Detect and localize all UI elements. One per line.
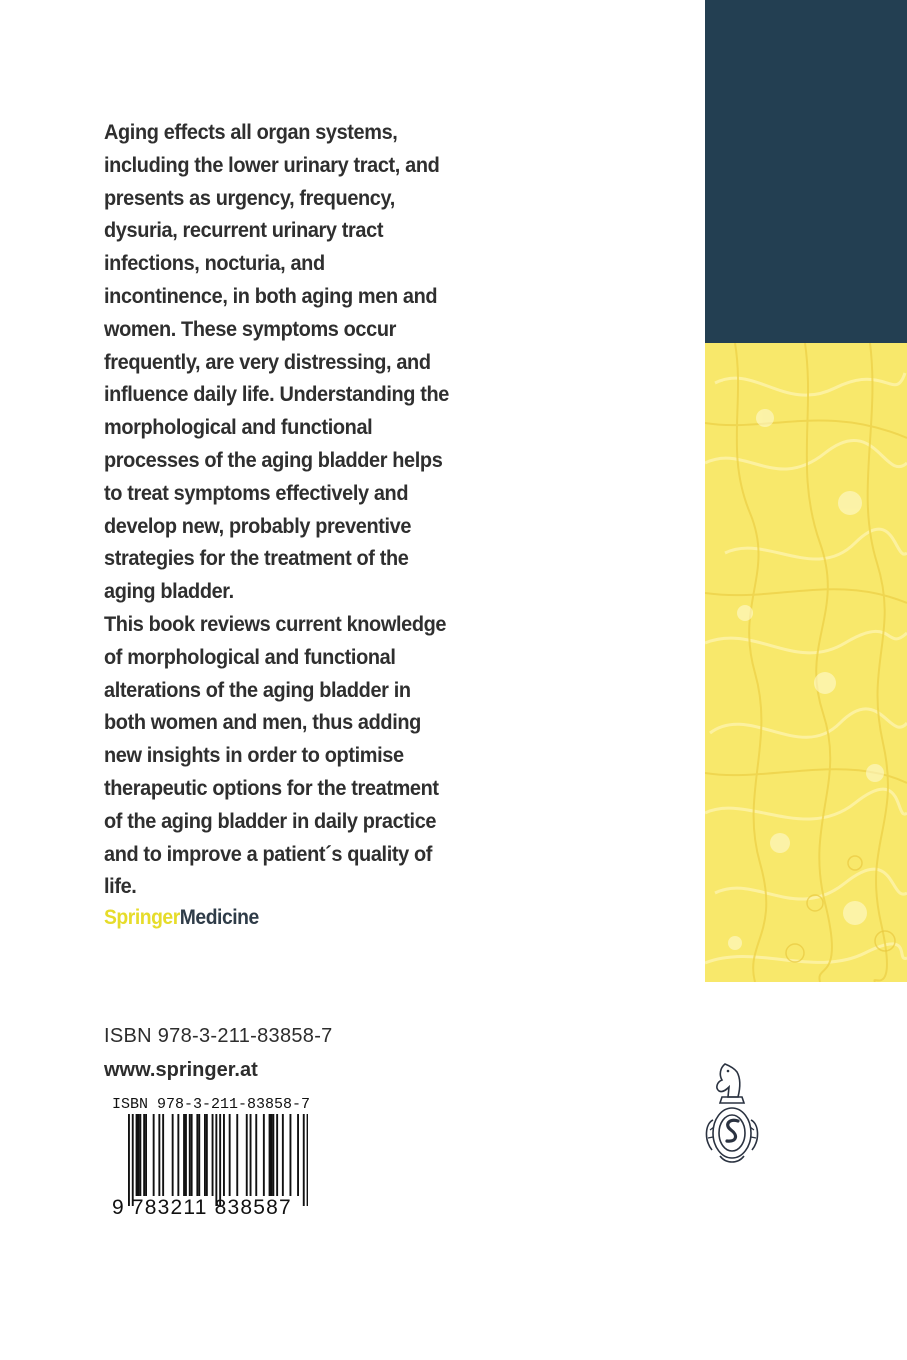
barcode-bar bbox=[162, 1114, 164, 1196]
barcode-bar bbox=[128, 1114, 130, 1206]
barcode-bar bbox=[246, 1114, 248, 1196]
blurb-paragraph-2: This book reviews current knowledge of morphological and functional alterations of the aging bladder in both women and men, thus adding new insights in order to optimise therapeutic options for the treatment of the aging bladder in daily practice and to improve a patient´s quality of life. bbox=[104, 612, 447, 899]
barcode-bar bbox=[307, 1114, 308, 1206]
barcode-bar bbox=[183, 1114, 185, 1196]
cover-navy-band bbox=[705, 0, 907, 343]
barcode-bar bbox=[229, 1114, 231, 1196]
blurb-paragraph-1: Aging effects all organ systems, including the lower urinary tract, and presents as urgency, frequency, dysuria, recurrent urinary tract infections, nocturia, and incontinence, in both aging men and women. These symptoms occur frequently, are very distressing, and influence daily life. Understanding the morphological and functional processes of the aging bladder helps to treat symptoms effectively and develop new, probably preventive strategies for the treatment of the aging bladder. bbox=[104, 121, 449, 604]
barcode-caption: ISBN 978-3-211-83858-7 bbox=[112, 1096, 311, 1113]
barcode-bar bbox=[153, 1114, 155, 1196]
barcode-bar bbox=[303, 1114, 305, 1206]
barcode-bar bbox=[223, 1114, 225, 1196]
imprint-brand: Springer bbox=[104, 906, 180, 929]
barcode-bar bbox=[255, 1114, 257, 1196]
springer-knight-logo-icon bbox=[698, 1058, 762, 1170]
barcode-bar bbox=[191, 1114, 193, 1196]
publisher-url: www.springer.at bbox=[104, 1059, 258, 1081]
barcode-bar bbox=[250, 1114, 252, 1196]
springer-medicine-imprint bbox=[104, 903, 259, 933]
barcode-bar bbox=[219, 1114, 221, 1206]
barcode-bar bbox=[215, 1114, 217, 1206]
back-cover-blurb bbox=[104, 117, 452, 904]
barcode-bar bbox=[204, 1114, 206, 1196]
imprint-line: Medicine bbox=[179, 906, 259, 929]
barcode-bar bbox=[212, 1114, 214, 1196]
barcode-bar bbox=[196, 1114, 198, 1196]
barcode-digits: 9 783211 838587 bbox=[112, 1196, 292, 1219]
barcode-bar bbox=[263, 1114, 265, 1196]
barcode-bar bbox=[172, 1114, 174, 1196]
barcode-bar bbox=[269, 1114, 271, 1196]
barcode-bars bbox=[128, 1114, 308, 1206]
barcode-bar bbox=[236, 1114, 238, 1196]
barcode-bar bbox=[206, 1114, 208, 1196]
barcode-bar bbox=[185, 1114, 187, 1196]
barcode-bar bbox=[276, 1114, 278, 1196]
barcode-bar bbox=[139, 1114, 141, 1196]
barcode-bar bbox=[198, 1114, 200, 1196]
barcode-bar bbox=[158, 1114, 160, 1196]
barcode-bar bbox=[132, 1114, 134, 1206]
isbn-text: ISBN 978-3-211-83858-7 bbox=[104, 1025, 333, 1047]
barcode-bar bbox=[189, 1114, 191, 1196]
barcode-bar bbox=[282, 1114, 284, 1196]
micrograph-texture-icon bbox=[705, 343, 907, 982]
barcode-bar bbox=[136, 1114, 138, 1196]
barcode-bar bbox=[143, 1114, 145, 1196]
barcode-bar bbox=[290, 1114, 292, 1196]
barcode-bar bbox=[138, 1114, 140, 1196]
barcode-bar bbox=[272, 1114, 274, 1196]
isbn-barcode bbox=[108, 1097, 338, 1227]
barcode-bar bbox=[145, 1114, 147, 1196]
cover-yellow-micrograph bbox=[705, 343, 907, 982]
barcode-bar bbox=[177, 1114, 179, 1196]
barcode-bar bbox=[271, 1114, 273, 1196]
barcode-bar bbox=[297, 1114, 299, 1196]
